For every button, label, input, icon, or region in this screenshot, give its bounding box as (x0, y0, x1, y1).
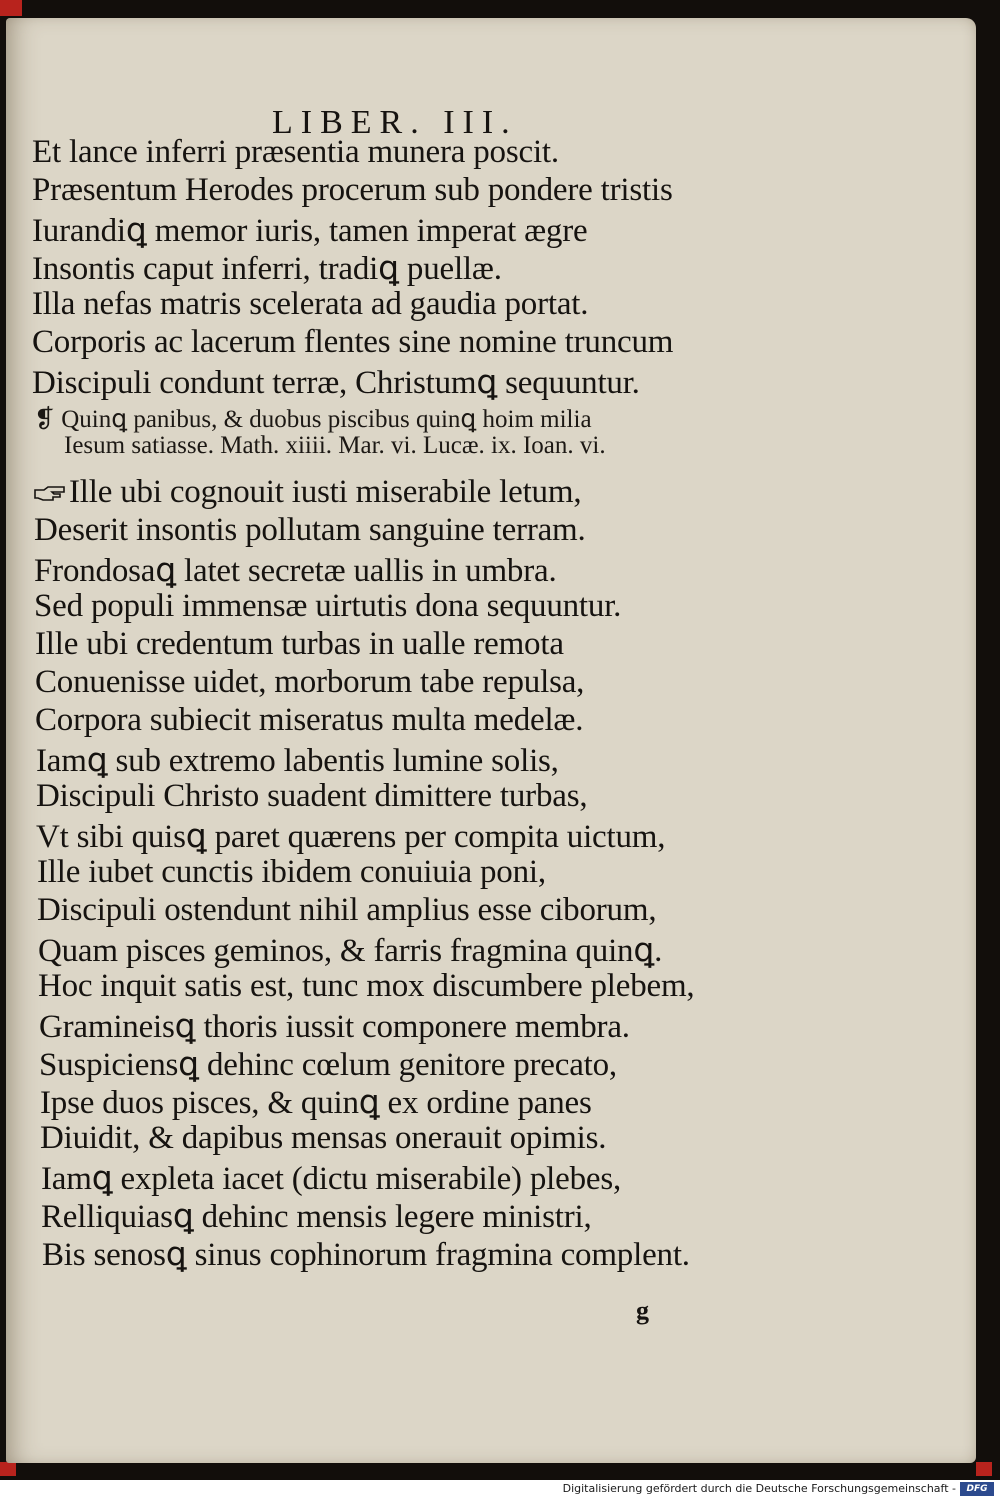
verse-line: Bis senosꝗ sinus cophinorum fragmina complent. (42, 1237, 690, 1273)
verse-line: Iurandiꝗ memor iuris, tamen imperat ægre (32, 213, 588, 249)
verse-line: Gramineisꝗ thoris iussit componere membra. (39, 1009, 630, 1045)
dfg-logo: DFG (960, 1482, 994, 1496)
verse-text: Ille ubi cognouit iusti miserabile letum, (69, 474, 582, 510)
verse-line: Ille iubet cunctis ibidem conuiuia poni, (37, 854, 546, 890)
verse-line: Vt sibi quisꝗ paret quærens per compita uictum, (36, 819, 666, 855)
digitization-footer (0, 1480, 1000, 1499)
verse-line: Illa nefas matris scelerata ad gaudia portat. (32, 286, 589, 322)
verse-line: Corporis ac lacerum flentes sine nomine truncum (32, 324, 674, 360)
color-calibration-tab (0, 0, 22, 16)
verse-line: Corpora subiecit miseratus multa medelæ. (35, 702, 584, 738)
verse-line: Præsentum Herodes procerum sub pondere tristis (32, 172, 673, 208)
book-page (6, 18, 976, 1463)
verse-line: Et lance inferri præsentia munera poscit. (32, 134, 559, 170)
running-title: LIBER. III. (272, 104, 518, 141)
pointing-hand-icon (34, 484, 66, 504)
verse-line (34, 474, 581, 511)
verse-line: Hoc inquit satis est, tunc mox discumbere plebem, (38, 968, 695, 1004)
verse-line: Ipse duos pisces, & quinꝗ ex ordine panes (40, 1085, 592, 1121)
verse-line: Sed populi immensæ uirtutis dona sequuntur. (34, 588, 622, 624)
color-calibration-tab (0, 1462, 16, 1476)
verse-line: Discipuli Christo suadent dimittere turbas, (36, 778, 588, 814)
verse-line: Frondosaꝗ latet secretæ uallis in umbra. (34, 553, 557, 589)
verse-line: Insontis caput inferri, tradiꝗ puellæ. (32, 251, 502, 287)
verse-line: Diuidit, & dapibus mensas onerauit opimis. (40, 1120, 607, 1156)
chapter-rubric-line: Iesum satiasse. Math. xiiii. Mar. vi. Lucæ. ix. Ioan. vi. (64, 432, 606, 459)
verse-line: Iamꝗ expleta iacet (dictu miserabile) plebes, (41, 1161, 622, 1197)
verse-line: Discipuli condunt terræ, Christumꝗ sequuntur. (32, 365, 640, 401)
funding-credit: Digitalisierung gefördert durch die Deutsche Forschungsgemeinschaft - (562, 1482, 956, 1495)
color-calibration-tab (976, 1462, 992, 1476)
verse-line: Quam pisces geminos, & farris fragmina quinꝗ. (38, 933, 663, 969)
verse-line: Iamꝗ sub extremo labentis lumine solis, (36, 743, 559, 779)
chapter-rubric-line: ❡ Quinꝗ panibus, & duobus piscibus quinꝗ hoim milia (34, 406, 592, 433)
verse-line: Ille ubi credentum turbas in ualle remota (35, 626, 564, 662)
signature-mark: g (636, 1296, 649, 1325)
verse-line: Suspiciensꝗ dehinc cœlum genitore precato, (39, 1047, 617, 1083)
verse-line: Discipuli ostendunt nihil amplius esse ciborum, (37, 892, 657, 928)
verse-line: Deserit insontis pollutam sanguine terram. (34, 512, 586, 548)
verse-line: Relliquiasꝗ dehinc mensis legere ministri, (41, 1199, 592, 1235)
verse-line: Conuenisse uidet, morborum tabe repulsa, (35, 664, 585, 700)
